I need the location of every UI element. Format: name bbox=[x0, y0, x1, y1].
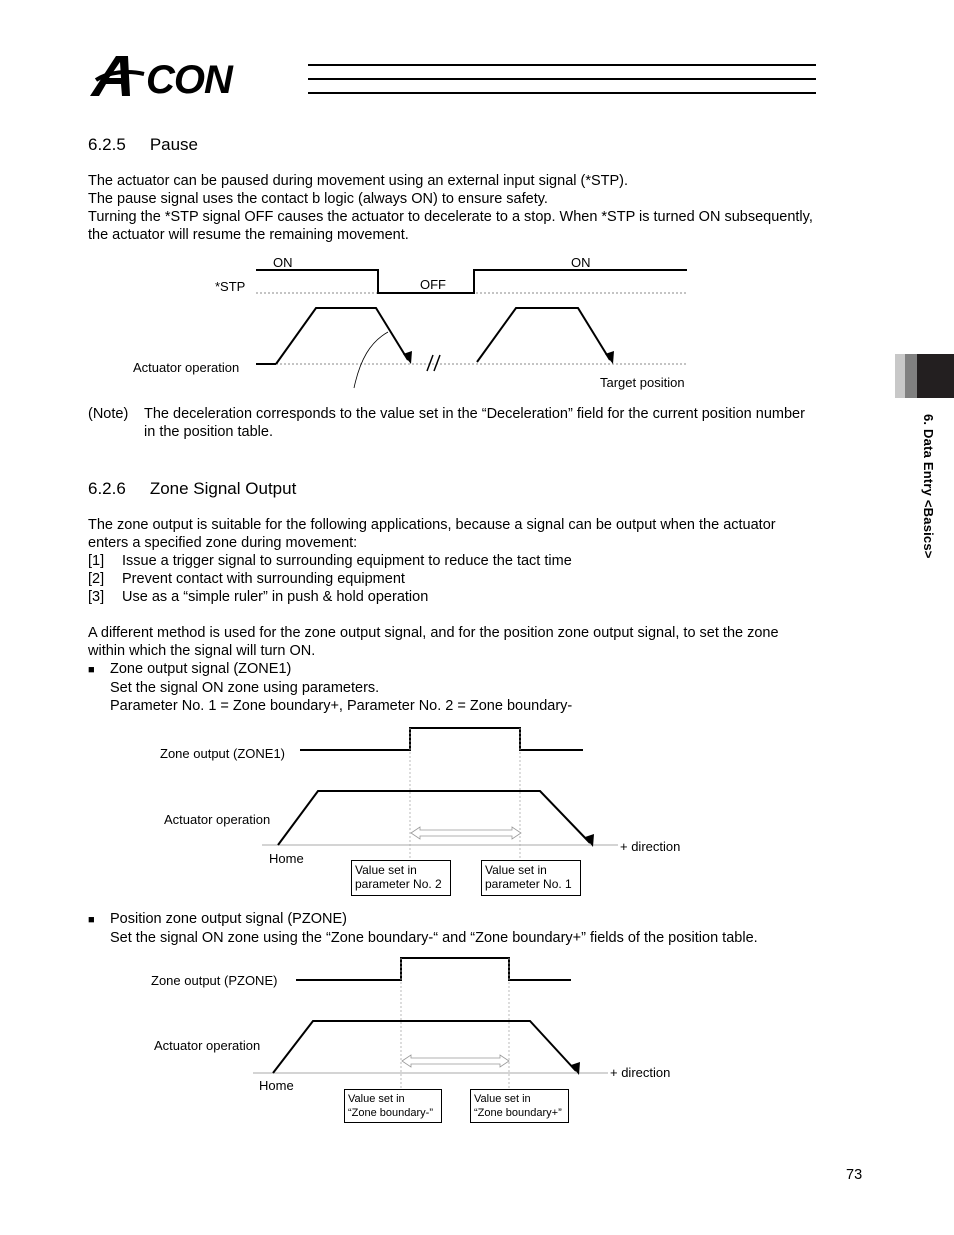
home-label: Home bbox=[259, 1078, 294, 1093]
bullet-icon: ■ bbox=[88, 914, 95, 926]
section-title: Zone Signal Output bbox=[149, 479, 297, 498]
zone1-title: Zone output signal (ZONE1) bbox=[110, 661, 292, 677]
zone1-block bbox=[88, 660, 572, 715]
pzone-title: Position zone output signal (PZONE) bbox=[110, 911, 347, 927]
actuator-label: Actuator operation bbox=[133, 360, 240, 375]
body-line: The pause signal uses the contact b logic (always ON) to ensure safety. bbox=[88, 191, 548, 207]
stp-label: *STP bbox=[215, 279, 246, 294]
body-line: within which the signal will turn ON. bbox=[88, 643, 316, 659]
body-line: Parameter No. 1 = Zone boundary+, Parameter No. 2 = Zone boundary- bbox=[110, 698, 573, 714]
note-line: The deceleration corresponds to the value set in the “Deceleration” field for the current position number bbox=[144, 406, 805, 422]
zone-boundary-plus-box: Value set in “Zone boundary+” bbox=[470, 1089, 569, 1123]
body-line: The zone output is suitable for the following applications, because a signal can be output when the actuator bbox=[88, 517, 776, 533]
section-625-body bbox=[88, 172, 813, 244]
chapter-side-label: 6. Data Entry <Basics> bbox=[921, 414, 936, 559]
zone-boundary-minus-box: Value set in “Zone boundary-” bbox=[344, 1089, 442, 1123]
body-line: the actuator will resume the remaining movement. bbox=[88, 227, 409, 243]
list-item: [1] Issue a trigger signal to surrounding equipment to reduce the tact time bbox=[88, 553, 572, 569]
section-626-intro bbox=[88, 516, 776, 552]
side-tab-dark bbox=[917, 354, 954, 398]
on-label-left: ON bbox=[273, 255, 293, 270]
home-label: Home bbox=[269, 851, 304, 866]
section-number: 6.2.5 bbox=[88, 135, 126, 154]
actuator-label: Actuator operation bbox=[164, 812, 271, 827]
page-number: 73 bbox=[846, 1167, 863, 1183]
zone1-output-label: Zone output (ZONE1) bbox=[160, 746, 285, 761]
param-1-box: Value set in parameter No. 1 bbox=[481, 860, 581, 896]
section-625-heading bbox=[88, 135, 198, 155]
param-2-box: Value set in parameter No. 2 bbox=[351, 860, 451, 896]
body-line: Set the signal ON zone using the “Zone boundary-“ and “Zone boundary+” fields of the position table. bbox=[110, 930, 758, 946]
note-body bbox=[144, 405, 805, 441]
header-rule bbox=[308, 64, 816, 96]
side-tab-mid bbox=[905, 354, 917, 398]
body-line: enters a specified zone during movement: bbox=[88, 535, 358, 551]
target-position-label: Target position bbox=[600, 375, 685, 390]
pzone-output-label: Zone output (PZONE) bbox=[151, 973, 278, 988]
bullet-icon: ■ bbox=[88, 664, 95, 676]
section-626-heading bbox=[88, 479, 296, 499]
list-item: [2] Prevent contact with surrounding equipment bbox=[88, 571, 405, 587]
section-title: Pause bbox=[149, 135, 199, 154]
on-label-right: ON bbox=[571, 255, 591, 270]
section-number: 6.2.6 bbox=[88, 479, 126, 498]
note-line: in the position table. bbox=[144, 424, 273, 440]
direction-label: + direction bbox=[620, 839, 681, 854]
actuator-label: Actuator operation bbox=[154, 1038, 261, 1053]
application-list bbox=[88, 552, 572, 606]
side-tab-light bbox=[895, 354, 905, 398]
body-line: Set the signal ON zone using parameters. bbox=[110, 680, 380, 696]
method-text bbox=[88, 624, 779, 660]
off-label: OFF bbox=[420, 277, 446, 292]
note-label: (Note) bbox=[88, 406, 129, 422]
logo-wordmark: CON bbox=[146, 58, 232, 102]
list-item: [3] Use as a “simple ruler” in push & hold operation bbox=[88, 589, 429, 605]
direction-label: + direction bbox=[610, 1065, 671, 1080]
pzone-block bbox=[88, 910, 758, 947]
body-line: A different method is used for the zone output signal, and for the position zone output signal, to set the zone bbox=[88, 625, 779, 641]
body-line: Turning the *STP signal OFF causes the actuator to decelerate to a stop. When *STP is turned ON subsequently, bbox=[88, 209, 813, 225]
body-line: The actuator can be paused during movement using an external input signal (*STP). bbox=[88, 173, 629, 189]
